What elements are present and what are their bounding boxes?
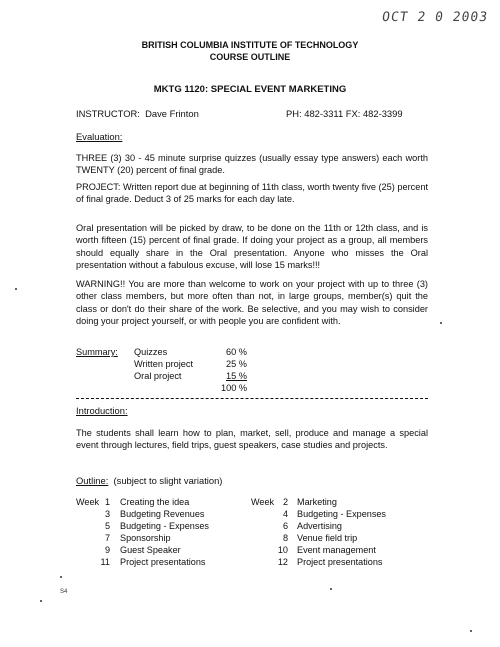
week-number: 5 <box>104 521 110 531</box>
week-topic: Creating the idea <box>120 497 190 507</box>
scan-speck <box>40 600 42 602</box>
summary-item: Quizzes <box>134 347 168 357</box>
week-number: 3 <box>104 509 110 519</box>
project-paragraph: PROJECT: Written report due at beginning of 11th class, worth twenty five (25) percent of final grade. Deduct 3 of 25 marks for each day late. <box>76 182 429 205</box>
outline-week-label-left: Week <box>76 497 100 507</box>
instructor-contact: PH: 482-3311 FX: 482-3399 <box>286 108 403 119</box>
outline-heading-line <box>76 475 222 487</box>
scan-speck <box>15 288 17 290</box>
oral-paragraph: Oral presentation will be picked by draw, to be done on the 11th or 12th class, and is worth fifteen (15) percent of final grade. If doing your project as a group, all members should equally share in the Oral presentation. Anyone who misses the Oral presentation without a fabulous excuse, will lose 15 marks!!! <box>76 223 428 270</box>
week-number: 6 <box>282 521 288 531</box>
document-type: COURSE OUTLINE <box>209 52 291 62</box>
week-number: 7 <box>104 533 110 543</box>
summary-value: 25 % <box>226 359 247 369</box>
week-topic: Sponsorship <box>120 533 171 543</box>
outline-heading: Outline: <box>76 475 109 486</box>
week-number: 9 <box>104 545 110 555</box>
week-topic: Project presentations <box>120 557 206 567</box>
week-number: 10 <box>277 545 288 555</box>
week-topic: Budgeting - Expenses <box>297 509 386 519</box>
scan-speck <box>470 630 472 632</box>
section-divider <box>76 398 428 399</box>
week-topic: Venue field trip <box>297 533 358 543</box>
week-number: 11 <box>100 557 110 567</box>
quizzes-paragraph: THREE (3) 30 - 45 minute surprise quizzes (usually essay type answers) each worth TWENTY (20) percent of final grade. <box>76 153 428 176</box>
institution-title: BRITISH COLUMBIA INSTITUTE OF TECHNOLOGY <box>141 40 359 50</box>
instructor-line <box>76 108 199 120</box>
summary-heading: Summary: <box>76 347 118 357</box>
introduction-paragraph: The students shall learn how to plan, market, sell, produce and manage a special event through lectures, field trips, guest speakers, case studies and projects. <box>76 428 428 451</box>
instructor-label: INSTRUCTOR: <box>76 108 140 119</box>
week-number: 12 <box>277 557 288 567</box>
week-number: 8 <box>282 533 288 543</box>
outline-note: (subject to slight variation) <box>113 475 223 486</box>
page-mark: S4 <box>60 589 68 595</box>
week-topic: Budgeting Revenues <box>120 509 205 519</box>
instructor-name: Dave Frinton <box>145 108 199 119</box>
introduction-heading: Introduction: <box>76 405 128 416</box>
scan-speck <box>440 322 442 324</box>
summary-item: Written project <box>134 359 194 369</box>
summary-total: 100 % <box>221 383 248 393</box>
summary-value: 15 % <box>226 371 247 381</box>
week-topic: Marketing <box>297 497 337 507</box>
week-number: 2 <box>282 497 288 507</box>
week-number: 4 <box>282 509 288 519</box>
summary-value: 60 % <box>226 347 247 357</box>
summary-item: Oral project <box>134 371 182 381</box>
week-topic: Advertising <box>297 521 342 531</box>
week-topic: Budgeting - Expenses <box>120 521 209 531</box>
week-topic: Project presentations <box>297 557 383 567</box>
warning-paragraph: WARNING!! You are more than welcome to work on your project with up to three (3) other class members, but more often than not, in large groups, member(s) quit the class or don't do their share of the work. Be selective, and you may wish to consider doing your project yourself, or with people you are confident with. <box>76 279 428 326</box>
scan-speck <box>330 588 332 590</box>
course-title: MKTG 1120: SPECIAL EVENT MARKETING <box>153 84 347 95</box>
evaluation-heading: Evaluation: <box>76 131 123 142</box>
week-topic: Guest Speaker <box>120 545 181 555</box>
week-number: 1 <box>104 497 110 507</box>
outline-week-label-right: Week <box>251 497 275 507</box>
date-stamp: OCT 2 0 2003 <box>381 10 490 25</box>
scan-speck <box>60 576 62 578</box>
week-topic: Event management <box>297 545 376 555</box>
